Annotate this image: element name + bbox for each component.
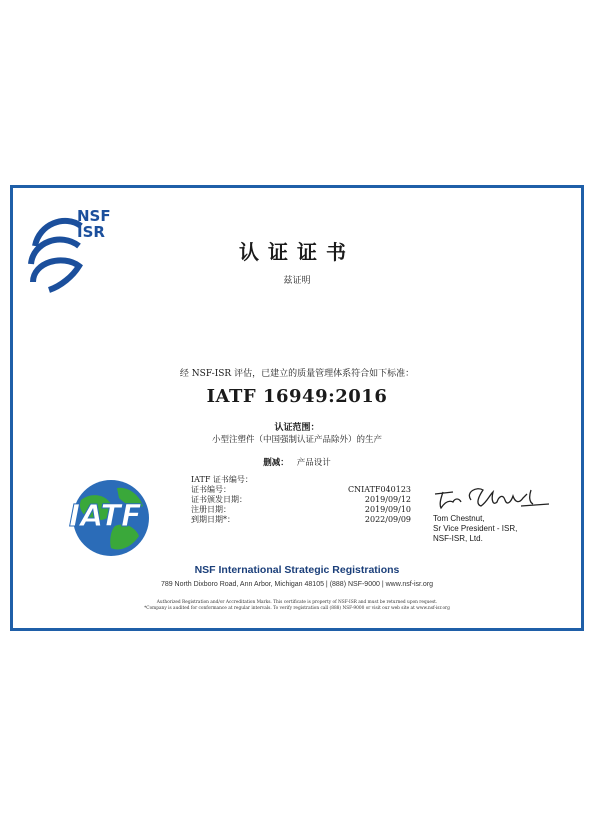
footer-fine-print-1: Authorized Registration and/or Accreditation Marks. This certificate is property of NSF-ISR and must be returned upon request. bbox=[156, 600, 438, 605]
signatory-org: NSF-ISR, Ltd. bbox=[433, 534, 483, 543]
footer-address: 789 North Dixboro Road, Ann Arbor, Michigan 48105 | (888) NSF-9000 | www.nsf-isr.org bbox=[160, 581, 434, 588]
detail-value: CNIATF040123 bbox=[347, 485, 411, 494]
footer-fine-print-2: *Company is audited for conformance at regular intervals. To verify registration call (888) NSF-9000 or visit our web site at www.nsf-isr.org bbox=[144, 606, 450, 611]
certificate-frame bbox=[10, 185, 584, 631]
exclusion-label: 删减： bbox=[263, 458, 289, 468]
logo-line-nsf: NSF bbox=[77, 207, 111, 225]
detail-row bbox=[191, 475, 411, 485]
detail-label: 注册日期： bbox=[191, 505, 231, 514]
standard-name: IATF 16949:2016 bbox=[206, 386, 388, 407]
detail-row bbox=[191, 515, 411, 525]
detail-value: 2022/09/09 bbox=[364, 515, 411, 524]
detail-label: 到期日期*： bbox=[191, 515, 235, 524]
detail-label: IATF 证书编号： bbox=[191, 475, 253, 484]
iatf-logo-text: IATF bbox=[69, 499, 142, 534]
detail-row bbox=[191, 495, 411, 505]
signature bbox=[431, 482, 551, 512]
detail-row bbox=[191, 485, 411, 495]
scope-label: 认证范围： bbox=[274, 423, 320, 433]
iatf-globe-logo bbox=[61, 470, 157, 560]
exclusion-text: 产品设计 bbox=[296, 458, 331, 468]
logo-line-isr: ISR bbox=[77, 223, 105, 241]
scope-text: 小型注塑件（中国强制认证产品除外）的生产 bbox=[211, 435, 382, 445]
globe-icon bbox=[61, 470, 157, 560]
certificate-title: 认证证书 bbox=[239, 240, 355, 264]
signature-icon bbox=[431, 482, 551, 512]
detail-label: 证书颁发日期： bbox=[191, 495, 247, 504]
signatory-block bbox=[433, 514, 517, 544]
detail-value: 2019/09/12 bbox=[364, 495, 411, 504]
certificate-details bbox=[191, 475, 411, 525]
detail-label: 证书编号： bbox=[191, 485, 231, 494]
signatory-title: Sr Vice President - ISR, bbox=[433, 524, 518, 533]
assessment-statement: 经 NSF-ISR 评估，已建立的质量管理体系符合如下标准： bbox=[179, 369, 415, 379]
detail-value: 2019/09/10 bbox=[364, 505, 411, 514]
detail-row bbox=[191, 505, 411, 515]
signatory-name: Tom Chestnut, bbox=[433, 514, 485, 523]
certificate-subtitle: 兹证明 bbox=[283, 276, 311, 286]
footer-org-name: NSF International Strategic Registrations bbox=[194, 564, 400, 576]
exclusion bbox=[13, 456, 581, 468]
